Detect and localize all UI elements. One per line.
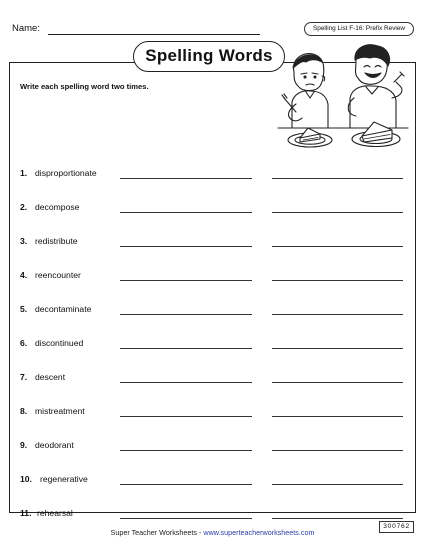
- answer-line-2[interactable]: [272, 382, 403, 383]
- answer-line-1[interactable]: [120, 178, 252, 179]
- word-number: 4.: [20, 270, 28, 280]
- spelling-word: decontaminate: [35, 304, 92, 314]
- answer-line-2[interactable]: [272, 314, 403, 315]
- answer-line-1[interactable]: [120, 416, 252, 417]
- page-title: [133, 41, 285, 72]
- instructions: Write each spelling word two times.: [20, 82, 149, 91]
- answer-line-1[interactable]: [120, 450, 252, 451]
- spelling-list-tag: Spelling List F-16: Prefix Review: [304, 22, 414, 36]
- spelling-word: decompose: [35, 202, 80, 212]
- answer-line-1[interactable]: [120, 348, 252, 349]
- kids-eating-cake-illustration: [276, 42, 410, 154]
- answer-line-2[interactable]: [272, 348, 403, 349]
- word-number: 8.: [20, 406, 28, 416]
- answer-line-1[interactable]: [120, 314, 252, 315]
- list-item: [20, 164, 410, 198]
- name-field[interactable]: [48, 34, 260, 35]
- spelling-word: mistreatment: [35, 406, 85, 416]
- word-number: 7.: [20, 372, 28, 382]
- spelling-word: reencounter: [35, 270, 81, 280]
- spelling-word: discontinued: [35, 338, 84, 348]
- answer-line-2[interactable]: [272, 212, 403, 213]
- answer-line-1[interactable]: [120, 518, 252, 519]
- list-item: [20, 266, 410, 300]
- answer-line-1[interactable]: [120, 484, 252, 485]
- answer-line-2[interactable]: [272, 484, 403, 485]
- footer-url-link[interactable]: www.superteacherworksheets.com: [203, 528, 315, 537]
- spelling-word: regenerative: [40, 474, 88, 484]
- name-row: [12, 23, 252, 39]
- word-number: 1.: [20, 168, 28, 178]
- name-label: Name:: [12, 23, 40, 34]
- answer-line-1[interactable]: [120, 246, 252, 247]
- list-item: [20, 436, 410, 470]
- spelling-word-list: [20, 164, 410, 538]
- answer-line-2[interactable]: [272, 450, 403, 451]
- answer-line-1[interactable]: [120, 212, 252, 213]
- spelling-word: disproportionate: [35, 168, 97, 178]
- answer-line-2[interactable]: [272, 246, 403, 247]
- word-number: 11.: [20, 508, 32, 518]
- answer-line-2[interactable]: [272, 178, 403, 179]
- page-title-text: Spelling Words: [145, 46, 273, 65]
- word-number: 9.: [20, 440, 28, 450]
- word-number: 2.: [20, 202, 28, 212]
- answer-line-1[interactable]: [120, 382, 252, 383]
- spelling-word: deodorant: [35, 440, 74, 450]
- list-item: [20, 198, 410, 232]
- answer-line-2[interactable]: [272, 416, 403, 417]
- list-item: [20, 368, 410, 402]
- word-number: 10.: [20, 474, 32, 484]
- answer-line-2[interactable]: [272, 518, 403, 519]
- footer: [0, 528, 425, 537]
- word-number: 5.: [20, 304, 28, 314]
- footer-brand: Super Teacher Worksheets: [110, 528, 197, 537]
- word-number: 3.: [20, 236, 28, 246]
- list-item: [20, 402, 410, 436]
- list-item: [20, 300, 410, 334]
- worksheet-code: 300762: [379, 521, 414, 533]
- word-number: 6.: [20, 338, 28, 348]
- footer-separator: -: [196, 528, 204, 537]
- answer-line-2[interactable]: [272, 280, 403, 281]
- list-item: [20, 232, 410, 266]
- spelling-word: rehearsal: [37, 508, 73, 518]
- spelling-word: descent: [35, 372, 66, 382]
- list-item: [20, 334, 410, 368]
- answer-line-1[interactable]: [120, 280, 252, 281]
- spelling-word: redistribute: [35, 236, 78, 246]
- list-item: [20, 470, 410, 504]
